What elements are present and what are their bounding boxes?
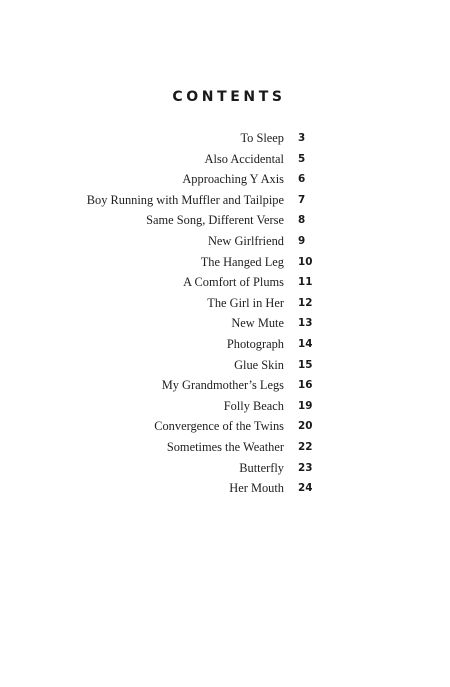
toc-entry-title: Folly Beach — [223, 398, 284, 413]
toc-entry — [0, 458, 450, 479]
toc-entry — [0, 128, 450, 149]
toc-entry-title: Same Song, Different Verse — [146, 213, 284, 228]
toc-entry-title: Glue Skin — [234, 357, 284, 372]
toc-entry-title: Her Mouth — [229, 481, 284, 496]
toc-entry-page-number: 5 — [298, 152, 306, 165]
toc-entry-page-number: 7 — [298, 193, 306, 206]
toc-entry — [0, 293, 450, 314]
toc-entry-title: Convergence of the Twins — [154, 419, 284, 434]
toc-entry-title: Butterfly — [239, 460, 284, 475]
toc-entry — [0, 313, 450, 334]
toc-entry-title: Sometimes the Weather — [166, 439, 284, 454]
toc-entry — [0, 396, 450, 417]
toc-entry-page-number: 6 — [298, 173, 306, 186]
toc-entry-title: The Girl in Her — [207, 295, 284, 310]
toc-entry-page-number: 20 — [298, 420, 313, 433]
toc-entry-title: My Grandmother’s Legs — [161, 378, 284, 393]
toc-entry-page-number: 19 — [298, 399, 313, 412]
toc-entry-title: New Girlfriend — [207, 233, 284, 248]
toc-entry — [0, 355, 450, 376]
toc-entry — [0, 149, 450, 170]
toc-entry-page-number: 14 — [298, 337, 313, 350]
toc-entry-page-number: 8 — [298, 214, 306, 227]
toc-entry — [0, 272, 450, 293]
toc-entry — [0, 210, 450, 231]
toc-entry — [0, 252, 450, 273]
toc-entry — [0, 416, 450, 437]
toc-entry-title: Also Accidental — [204, 151, 284, 166]
toc-entry-title: Approaching Y Axis — [182, 172, 284, 187]
toc-entry — [0, 478, 450, 499]
toc-entry-page-number: 24 — [298, 482, 313, 495]
toc-entry-title: The Hanged Leg — [200, 254, 284, 269]
toc-entry-page-number: 3 — [298, 132, 306, 144]
table-of-contents — [0, 128, 450, 499]
toc-entry-title: To Sleep — [240, 131, 284, 145]
toc-entry-page-number: 23 — [298, 461, 313, 474]
toc-entry-page-number: 12 — [298, 296, 313, 309]
toc-entry — [0, 169, 450, 190]
toc-entry-title: Photograph — [226, 336, 284, 351]
toc-entry-page-number: 10 — [298, 255, 313, 268]
toc-entry-title: New Mute — [231, 316, 284, 331]
toc-entry-page-number: 11 — [298, 276, 313, 289]
toc-entry-title: Boy Running with Muffler and Tailpipe — [86, 192, 284, 207]
toc-entry-page-number: 9 — [298, 234, 306, 247]
toc-entry-page-number: 22 — [298, 440, 313, 453]
toc-entry — [0, 334, 450, 355]
toc-entry — [0, 190, 450, 211]
toc-entry-page-number: 13 — [298, 317, 313, 330]
contents-heading: CONTENTS — [172, 89, 286, 105]
toc-entry — [0, 437, 450, 458]
toc-entry — [0, 375, 450, 396]
toc-entry-title: A Comfort of Plums — [183, 275, 284, 290]
toc-entry — [0, 231, 450, 252]
toc-entry-page-number: 16 — [298, 379, 313, 392]
toc-entry-page-number: 15 — [298, 358, 313, 371]
